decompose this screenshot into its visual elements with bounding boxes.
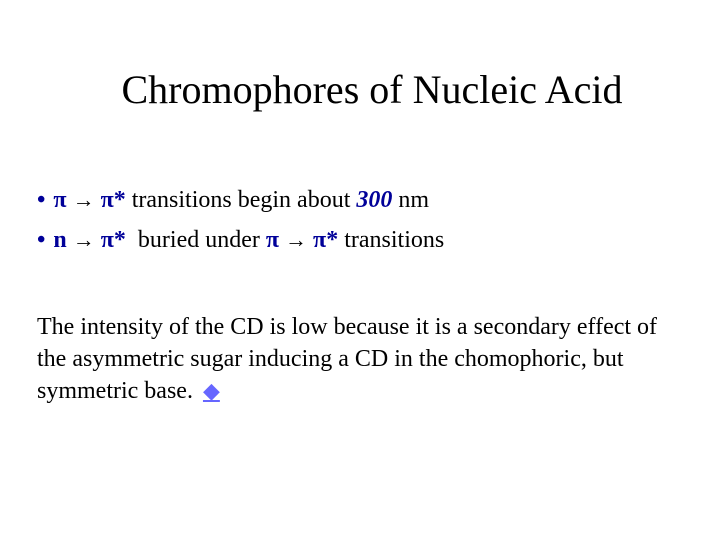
wavelength-unit: nm — [392, 187, 430, 213]
bullet-dot: • — [37, 227, 46, 253]
bullet-item-n-transitions — [37, 220, 444, 260]
n-symbol: n — [53, 227, 67, 253]
pi-star-symbol: π* — [100, 187, 126, 213]
pi-star-symbol: π* — [100, 227, 126, 253]
pi-symbol: π — [53, 187, 67, 213]
arrow-icon: → — [285, 227, 308, 252]
bullet-text: transitions begin about — [125, 187, 357, 213]
paragraph-text: The intensity of the CD is low because it is a secondary effect of the asymmetric sugar inducing a CD in the chomophoric, but symmetric base. — [37, 314, 658, 404]
bullet-text: transitions — [338, 227, 445, 253]
bullet-list — [37, 180, 444, 260]
wavelength-value: 300 — [356, 187, 393, 213]
arrow-icon: → — [72, 227, 95, 252]
pi-symbol: π — [265, 227, 280, 253]
arrow-icon: → — [72, 187, 95, 212]
pi-star-symbol: π* — [313, 227, 339, 253]
body-paragraph — [37, 311, 677, 407]
slide-title: Chromophores of Nucleic Acid — [121, 67, 623, 112]
bullet-item-pi-transitions — [37, 180, 444, 220]
diamond-nav-icon[interactable]: ◆ — [202, 378, 220, 403]
bullet-text: buried under — [125, 227, 266, 253]
bullet-dot: • — [37, 187, 46, 213]
